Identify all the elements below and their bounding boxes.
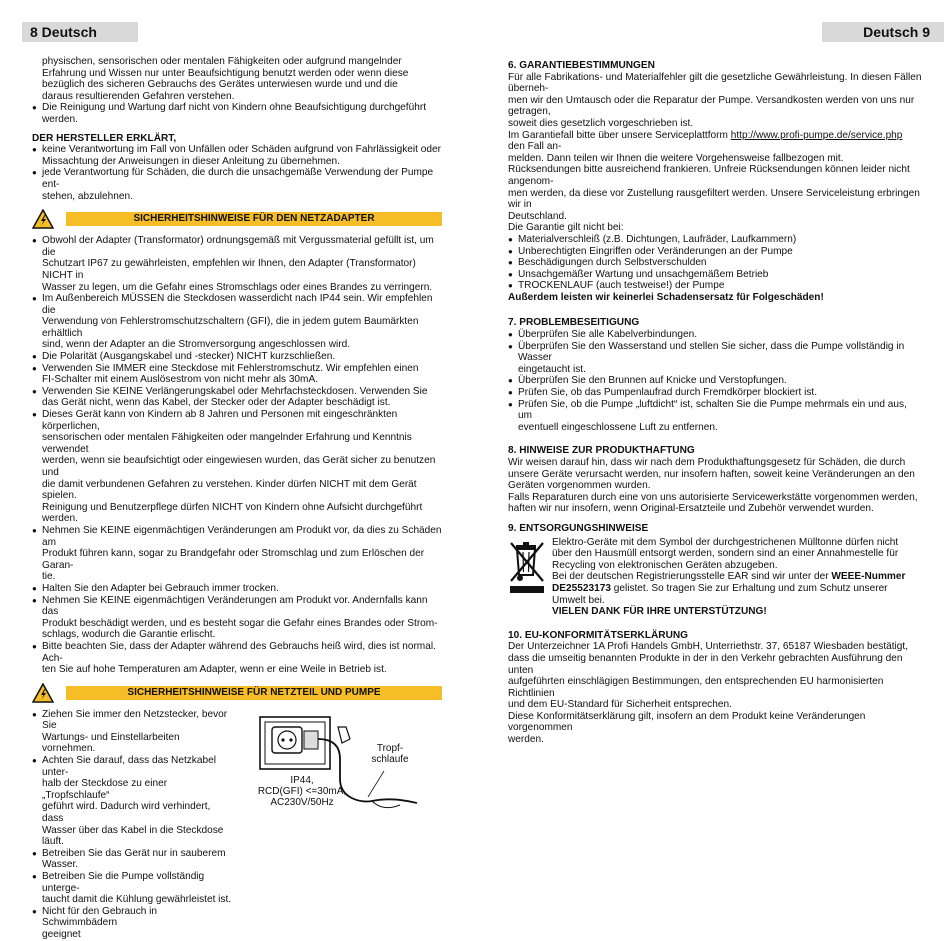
drip-loop-label-1: Tropf- (376, 742, 404, 754)
text-line: Diese Konformitätserklärung gilt, insofern an dem Produkt keine Veränderungen vorgenommen (508, 710, 866, 734)
disposal-lines (552, 537, 922, 572)
text-line: aufgeführten einschlägigen Bestimmungen, den entsprechenden EU harmonisierten Richtlinien (508, 676, 884, 699)
bullet-item: ● Verwenden Sie IMMER eine Steckdose mit Fehlerstromschutz. Wir empfehlen einen (32, 363, 442, 375)
section-10-body (508, 641, 922, 745)
bullet-item: ● Unsachgemäßer Wartung und unsachgemäßem Betrieb (508, 269, 922, 281)
text-line: FI-Schalter mit einem Auslösestrom von nicht mehr als 30mA. (42, 374, 318, 386)
manufacturer-title: DER HERSTELLER ERKLÄRT, (32, 132, 177, 144)
bullet-item: ● Prüfen Sie, ob die Pumpe „luftdicht“ ist, schalten Sie die Pumpe mehrmals ein und aus, um (508, 399, 922, 422)
registration-suffix: gelistet. So tragen Sie zur Erhaltung und zum Schutz unserer (610, 582, 888, 594)
right-column (508, 56, 922, 746)
page-header-right: Deutsch 9 (822, 22, 944, 42)
text-line: geeignet (42, 928, 81, 940)
thanks-line: VIELEN DANK FÜR IHRE UNTERSTÜTZUNG! (552, 606, 767, 618)
section-10-title: 10. EU-KONFORMITÄTSERKLÄRUNG (508, 629, 689, 641)
text-line: über den Hausmüll entsorgt werden, sondern sind an einer Annahmestelle für (552, 548, 899, 560)
adapter-block (32, 235, 442, 676)
bullet-item: ● Unberechtigten Eingriffen oder Veränderungen an der Pumpe (508, 246, 922, 258)
section-6-body (508, 153, 922, 292)
bullet-item: ● Achten Sie darauf, dass das Netzkabel unter- (32, 755, 234, 778)
text-line: Recycling von elektronischen Geräten abzugeben. (552, 559, 778, 571)
bullet-item: ● Prüfen Sie, ob das Pumpenlaufrad durch Fremdkörper blockiert ist. (508, 387, 922, 399)
bullet-item: ● Nicht für den Gebrauch in Schwimmbädern (32, 906, 234, 929)
text-line: Wasser über das Kabel in die Steckdose läuft. (42, 824, 224, 848)
text-line: das Gerät nicht, wenn das Kabel, der Stecker oder der Adapter beschädigt ist. (42, 397, 391, 409)
text-line: schlags, wodurch die Garantie erlischt. (42, 629, 216, 641)
text-line: eventuell eingeschlossene Luft zu entfernen. (518, 421, 718, 433)
text-line: physischen, sensorischen oder mentalen Fähigkeiten oder aufgrund mangelnder (42, 56, 402, 67)
link-suffix: den Fall an- (508, 141, 562, 153)
section-6-intro (508, 72, 922, 130)
text-line: Produkt führen kann, sogar zu Brandgefahr oder Stromschlag und zum Erlöschen der Garan- (42, 548, 425, 571)
text-line: Missachtung der Anweisungen in dieser Anleitung zu übernehmen. (42, 155, 340, 167)
bullet-item: ● Überprüfen Sie alle Kabelverbindungen. (508, 329, 922, 341)
socket-label-voltage: AC230V/50Hz (270, 796, 334, 808)
text-line: men werden, da diese vor Zustellung rausgefiltert werden. Unsere Serviceleistung erbringen wir in (508, 187, 920, 211)
bullet-item: ● keine Verantwortung im Fall von Unfällen oder Schäden aufgrund von Fahrlässigkeit oder (32, 144, 442, 156)
link-prefix: Im Garantiefall bitte über unsere Serviceplattform (508, 129, 731, 141)
registration-line-3: Umwelt bei. (552, 594, 605, 606)
weee-number: DE25523173 (552, 582, 611, 594)
section-9-body (508, 537, 922, 618)
bullet-item: ● Überprüfen Sie den Brunnen auf Knicke und Verstopfungen. (508, 375, 922, 387)
text-line: ten Sie auf hohe Temperaturen am Adapter, wenn er eine Weile in Betrieb ist. (42, 664, 387, 676)
text-line: Für alle Fabrikations- und Materialfehler gilt die gesetzliche Gewährleistung. In diesen Fällen überneh- (508, 71, 922, 95)
text-line: men wir den Umtausch oder die Reparatur der Pumpe. Versandkosten werden von uns nur getragen, (508, 94, 915, 118)
text-line: Wir weisen darauf hin, dass wir nach dem Produkthaftungsgesetz für Schäden, die durch (508, 457, 906, 468)
text-line: sind, wenn der Adapter an die Stromversorgung angeschlossen wird. (42, 339, 351, 351)
registration-line (552, 571, 922, 583)
weee-label: WEEE-Nummer (831, 571, 906, 583)
bullet-item: ● Nehmen Sie KEINE eigenmächtigen Veränderungen am Produkt vor, da dies zu Schäden am (32, 525, 442, 548)
text-line: daraus resultierenden Gefahren verstehen. (42, 90, 235, 102)
disposal-text (552, 537, 922, 618)
text-line: stehen, abzulehnen. (42, 190, 133, 202)
text-line: geführt wird. Dadurch wird verhindert, dass (42, 801, 211, 825)
left-column (32, 56, 442, 941)
section-6-title: 6. GARANTIEBESTIMMUNGEN (508, 60, 655, 71)
text-line: eingetaucht ist. (518, 363, 586, 375)
text-line: dass die umseitig benannten Produkte in der in den Verkehr gebrachten Ausführung den unten (508, 652, 903, 676)
warning-title: SICHERHEITSHINWEISE FÜR NETZTEIL UND PUMPE (66, 686, 442, 700)
bullet-item: ● Ziehen Sie immer den Netzstecker, bevor Sie (32, 709, 234, 732)
text-line: werden. (508, 734, 544, 746)
text-line: bezüglich des sicheren Gebrauchs des Gerätes unterwiesen wurde und und die (42, 79, 398, 91)
text-line: Rücksendungen bitte ausreichend frankieren. Unfreie Rücksendungen können leider nicht angenom- (508, 164, 910, 187)
text-line: Elektro-Geräte mit dem Symbol der durchgestrichenen Mülltonne dürfen nicht (552, 536, 899, 548)
bullet-item: ● Dieses Gerät kann von Kindern ab 8 Jahren und Personen mit eingeschränkten körperlichen, (32, 409, 442, 432)
text-line: Verwendung von Fehlerstromschutzschaltern (GFI), die in jedem gutem Baumärkten erhältlich (42, 316, 419, 339)
warning-title: SICHERHEITSHINWEISE FÜR DEN NETZADAPTER (66, 212, 442, 226)
bullet-item: ● Materialverschleiß (z.B. Dichtungen, Laufräder, Laufkammern) (508, 234, 922, 246)
text-line: soweit dies gesetzlich vorgeschrieben ist. (508, 117, 694, 129)
socket-label-rcd: RCD(GFI) <=30mA, (257, 785, 347, 797)
crossed-bin-icon (508, 537, 546, 599)
text-line: sensorischen oder mentalen Fähigkeiten oder mangelnder Erfahrung und Kenntnis verwendet (42, 432, 412, 455)
warning-triangle-icon (32, 683, 54, 703)
text-line: Wasser zu legen, um die Gefahr eines Stromschlags oder eines Brandes zu verringern. (42, 281, 433, 293)
section-9-title: 9. ENTSORGUNGSHINWEISE (508, 522, 649, 534)
warning-triangle-icon (32, 209, 54, 229)
warning-pumpe (32, 683, 442, 703)
section-6-link-line (508, 130, 922, 153)
text-line: Geräten vorgenommen wurden. (508, 480, 651, 492)
text-line: Wasser. (42, 859, 79, 871)
manufacturer-block (32, 144, 442, 202)
text-line: Falls Reparaturen durch eine von uns autorisierte Servicewerkstätte vorgenommen werden, (508, 491, 918, 503)
bullet-item: ● Überprüfen Sie den Wasserstand und stellen Sie sicher, dass die Pumpe vollständig in Wasser (508, 341, 922, 364)
pump-section (32, 709, 442, 941)
text-line: Schutzart IP67 zu gewährleisten, empfehlen wir Ihnen, den Adapter (Transformator) NICHT in (42, 258, 416, 281)
pump-block (32, 709, 234, 941)
bullet-item: ● Betreiben Sie das Gerät nur in sauberem (32, 848, 234, 860)
drip-loop-diagram (242, 709, 442, 829)
bullet-item: ● Beschädigungen durch Selbstverschulden (508, 257, 922, 269)
service-platform-link[interactable]: http://www.profi-pumpe.de/service.php (730, 129, 903, 141)
text-line: halb der Steckdose zu einer „Tropfschlaufe“ (42, 778, 168, 801)
warning-netzadapter (32, 209, 442, 229)
bullet-item: ● Die Polarität (Ausgangskabel und -stecker) NICHT kurzschließen. (32, 351, 442, 363)
section-7-body (508, 329, 922, 433)
text-line: haften wir nur insofern, wenn Original-Ersatzteile und Zubehör verwendet wurden. (508, 503, 874, 515)
bullet-item: ● TROCKENLAUF (auch testweise!) der Pumpe (508, 280, 922, 292)
text-line: Deutschland. (508, 210, 567, 222)
bullet-item: ● Obwohl der Adapter (Transformator) ordnungsgemäß mit Vergussmaterial gefüllt ist, um die (32, 235, 442, 258)
drip-loop-illustration (242, 709, 442, 829)
text-line: und dem EU-Standard für Sicherheit entsprechen. (508, 699, 732, 711)
bullet-item: ● Nehmen Sie KEINE eigenmächtigen Veränderungen am Produkt vor. Andernfalls kann das (32, 595, 442, 618)
registration-line-2 (552, 583, 922, 595)
text-line: die damit verbundenen Gefahren zu verstehen. Kinder dürfen NICHT mit dem Gerät spielen. (42, 478, 417, 502)
weee-icon-wrap (508, 537, 548, 618)
text-line: Die Garantie gilt nicht bei: (508, 222, 624, 234)
text-line: unsere Geräte verursacht werden, nur insofern haften, soweit keine Veränderungen an den (508, 468, 915, 480)
text-line: Reinigung und Benutzerpflege dürfen NICHT von Kindern ohne Aufsicht durchgeführt werden. (42, 501, 423, 525)
bullet-item: ● jede Verantwortung für Schäden, die durch die unsachgemäße Verwendung der Pumpe ent- (32, 167, 442, 190)
section-6-bold-note: Außerdem leisten wir keinerlei Schadensersatz für Folgeschäden! (508, 291, 824, 303)
intro-block (32, 56, 442, 126)
text-line: Wartungs- und Einstellarbeiten vornehmen. (42, 731, 180, 755)
bullet-item: ● Bitte beachten Sie, dass der Adapter während des Gebrauchs heiß wird, dies ist normal. Ach- (32, 641, 442, 664)
text-line: tie. (42, 571, 56, 583)
text-line: taucht damit die Kühlung gewährleistet ist. (42, 894, 232, 906)
page-header-left: 8 Deutsch (22, 22, 138, 42)
section-8-body (508, 457, 922, 515)
text-line: Erfahrung und Wissen nur unter Beaufsichtigung benutzt werden oder wenn diese (42, 67, 409, 79)
text-line: werden, wenn sie beaufsichtigt oder eingewiesen wurden, das Gerät sicher zu benutzen und (42, 455, 436, 478)
bullet-item: ● Betreiben Sie die Pumpe vollständig unterge- (32, 871, 234, 894)
section-8-title: 8. HINWEISE ZUR PRODUKTHAFTUNG (508, 445, 695, 457)
registration-prefix: Bei der deutschen Registrierungsstelle EAR sind wir unter der (552, 571, 832, 583)
text-line: Der Unterzeichner 1A Profi Handels GmbH, Unterriethstr. 37, 65187 Wiesbaden bestätigt, (508, 641, 909, 653)
text-line: Produkt beschädigt werden, und es besteht sogar die Gefahr eines Brandes oder Strom- (42, 617, 438, 629)
bullet-item: ● Die Reinigung und Wartung darf nicht von Kindern ohne Beaufsichtigung durchgeführt werden. (32, 102, 442, 125)
socket-label-ip: IP44, (290, 774, 314, 786)
section-7-title: 7. PROBLEMBESEITIGUNG (508, 317, 640, 329)
bullet-item: ● Halten Sie den Adapter bei Gebrauch immer trocken. (32, 583, 442, 595)
bullet-item: ● Verwenden Sie KEINE Verlängerungskabel oder Mehrfachsteckdosen. Verwenden Sie (32, 386, 442, 398)
drip-loop-label-2: schlaufe (371, 753, 409, 765)
text-line: melden. Dann teilen wir Ihnen die weitere Vorgehensweise fallbezogen mit. (508, 152, 844, 164)
bullet-item: ● Im Außenbereich MÜSSEN die Steckdosen wasserdicht nach IP44 sein. Wir empfehlen die (32, 293, 442, 316)
